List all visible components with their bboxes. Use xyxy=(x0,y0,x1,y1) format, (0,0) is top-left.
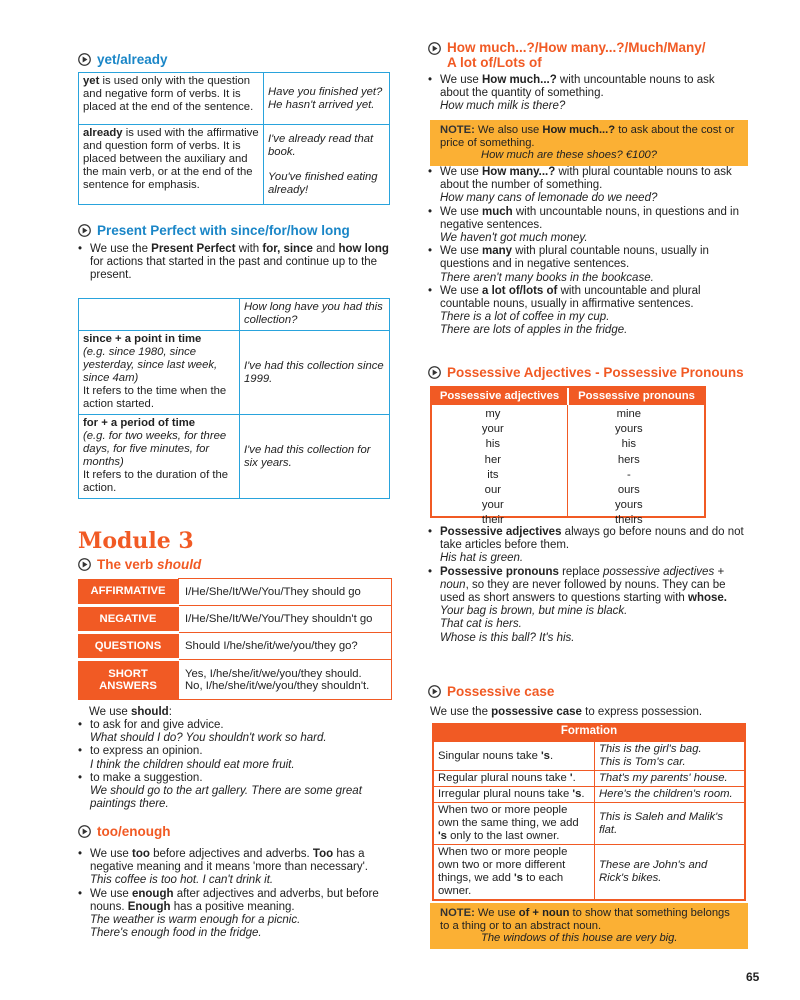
note-of-noun: NOTE: We use of + noun to show that something belongs to a thing or to an abstract noun. The windows of this house are very big. xyxy=(430,903,748,949)
play-icon xyxy=(78,53,91,66)
yet-already-table: yet is used only with the question and negative form of verbs. It is placed at the end of the sentence. Have you finished yet? He hasn't arrived yet. already is used with the affirmative and question form of verbs. It is placed between the auxiliary and the main verb, or at the end of the sentence for emphasis. I've already read that book. You've finished eating already! xyxy=(78,72,390,205)
play-icon xyxy=(78,558,91,571)
should-heading: The verb should xyxy=(78,557,201,572)
present-perfect-heading: Present Perfect with since/for/how long xyxy=(78,223,350,238)
note-cost: NOTE: We also use How much...? to ask about the cost or price of something. How much are these shoes? €100? xyxy=(430,120,748,166)
yet-already-heading: yet/already xyxy=(78,52,168,67)
formation-table: Singular nouns take 's. This is the girl's bag. This is Tom's car. Regular plural nouns take '. That's my parents' house. Irregular plural nouns take 's. Here's the children's room. When two or more people own the same thing, we add 's only to the last owner. This is Saleh and Malik's flat. When two or more people own two or more different things, we add 's to each owner. These are John's and Rick's bikes. xyxy=(432,740,746,901)
possessive-case-heading: Possessive case xyxy=(428,684,554,699)
play-icon xyxy=(428,42,441,55)
play-icon xyxy=(78,825,91,838)
should-table: AFFIRMATIVE I/He/She/It/We/You/They should go NEGATIVE I/He/She/It/We/You/They shouldn't go QUESTIONS Should I/he/she/it/we/you/they go? SHORT ANSWERS Yes, I/he/she/it/we/you/they should. No, I/he/she/it/we/you/they shouldn't. xyxy=(78,578,392,700)
should-uses: • to ask for and give advice. What should I do? You shouldn't work so hard. • to express an opinion. I think the children should eat more fruit. • to make a suggestion. We should go to the art gallery. There are some great paintings there. xyxy=(76,719,394,811)
possessive-table: Possessive adjectives Possessive pronouns my mine your yours his his her hers its - our ours your yours their theirs xyxy=(430,386,706,518)
too-enough-bullets: • We use too before adjectives and adverbs. Too has a negative meaning and it means 'more than necessary'. This coffee is too hot. I can't drink it. • We use enough after adjectives and adverbs, but before nouns. Enough has a positive meaning. The weather is warm enough for a picnic. There's enough food in the fridge. xyxy=(76,848,394,940)
possessive-case-intro: We use the possessive case to express possession. xyxy=(430,706,703,718)
module-title: Module 3 xyxy=(78,528,194,554)
how-many-bullets: • We use How many...? with plural countable nouns to ask about the number of something. How many cans of lemonade do we need? • We use much with uncountable nouns, in questions and in negative sentences. We haven't got much money. • We use many with plural countable nouns, usually in questions and in negative sentences. There aren't many books in the bookcase. • We use a lot of/lots of with uncountable and plural countable nouns, usually in affirmative sentences. There is a lot of coffee in my cup. There are lots of apples in the fridge. xyxy=(426,166,746,338)
too-enough-heading: too/enough xyxy=(78,824,170,839)
play-icon xyxy=(428,366,441,379)
how-much-bullet-1: • We use How much...? with uncountable nouns to ask about the quantity of something. How much milk is there? xyxy=(426,74,746,114)
page-number: 65 xyxy=(746,970,760,984)
should-intro: We use should: xyxy=(89,706,172,718)
how-much-heading: How much...?/How many...?/Much/Many/ A lot of/Lots of xyxy=(428,40,706,70)
formation-header: Formation xyxy=(432,723,746,740)
since-for-table: How long have you had this collection? since + a point in time (e.g. since 1980, since yesterday, since last week, since 4am) It refers to the time when the action started. I've had this collection since 1999. for + a period of time (e.g. for two weeks, for three days, for five minutes, for months) It refers to the duration of the action. I've had this collection for six years. xyxy=(78,298,390,499)
play-icon xyxy=(78,224,91,237)
present-perfect-bullets: • We use the Present Perfect with for, since and how long for actions that started in the past and continue up to the present. xyxy=(76,243,394,283)
play-icon xyxy=(428,685,441,698)
possessive-heading: Possessive Adjectives - Possessive Pronouns xyxy=(428,365,744,380)
possessive-bullets: • Possessive adjectives always go before nouns and do not take articles before them. His hat is green. • Possessive pronouns replace possessive adjectives + noun, so they are never followed by nouns. They can be used as short answers to questions starting with whose. Your bag is brown, but mine is black. That cat is hers. Whose is this ball? It's his. xyxy=(426,526,748,645)
